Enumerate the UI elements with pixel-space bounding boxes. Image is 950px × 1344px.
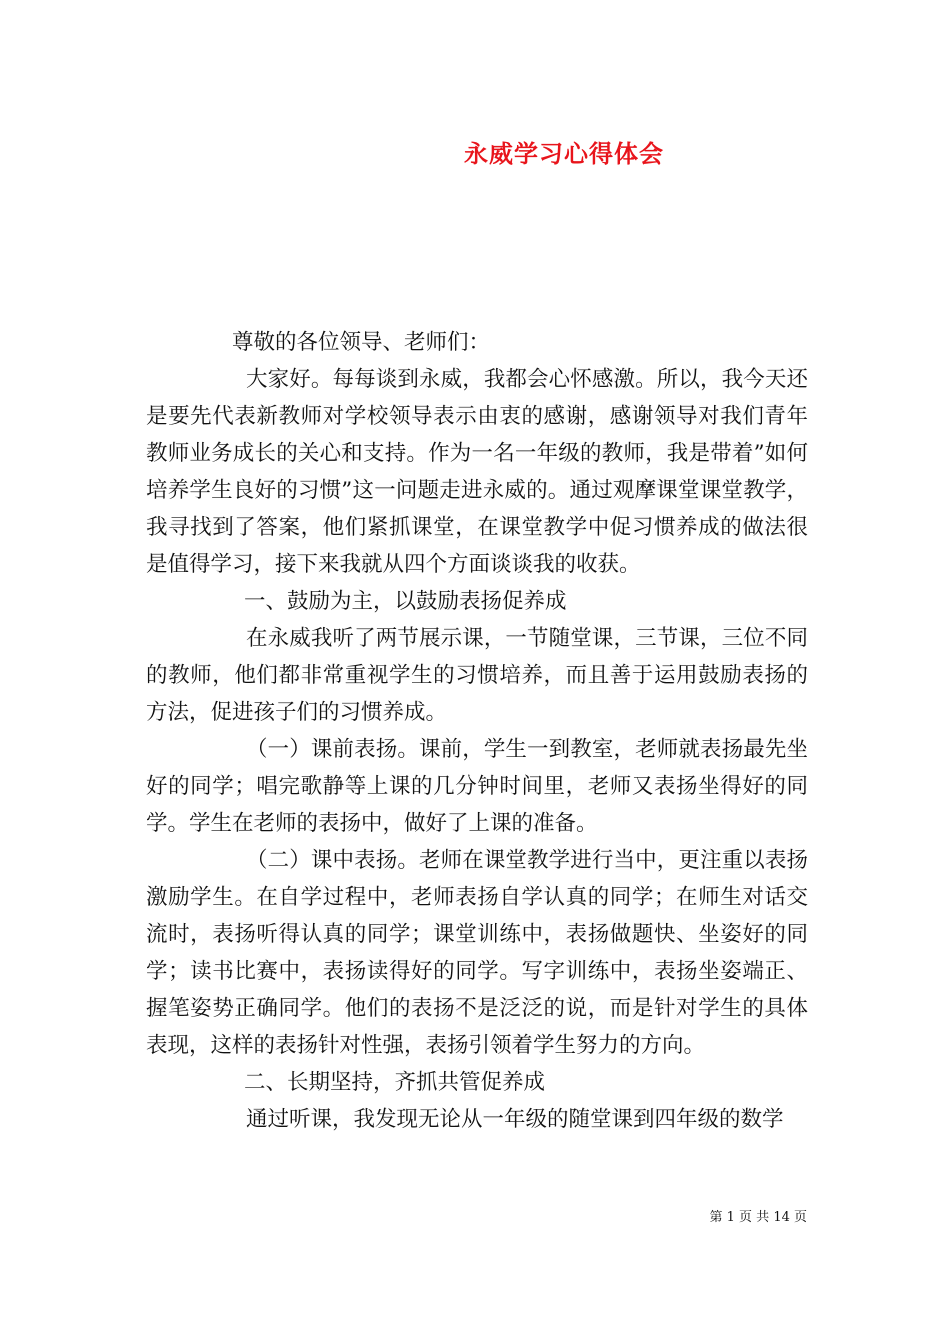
document-title: 永威学习心得体会 — [464, 139, 664, 168]
document-body — [146, 324, 808, 1138]
section-heading-2: 二、长期坚持，齐抓共管促养成 — [244, 1070, 546, 1095]
paragraph-pre-class-praise: （一）课前表扬。课前，学生一到教室，老师就表扬最先坐好的同学；唱完歌静等上课的几分钟时间里，老师又表扬坐得好的同学。学生在老师的表扬中，做好了上课的准备。 — [146, 737, 808, 836]
paragraph-section-1: 在永威我听了两节展示课，一节随堂课，三节课，三位不同的教师，他们都非常重视学生的习惯培养，而且善于运用鼓励表扬的方法，促进孩子们的习惯养成。 — [146, 626, 808, 725]
paragraph-section-2: 通过听课，我发现无论从一年级的随堂课到四年级的数学 — [246, 1107, 784, 1132]
greeting-line: 尊敬的各位领导、老师们： — [232, 330, 491, 355]
page-number-footer: 第 1 页 共 14 页 — [709, 1210, 807, 1225]
paragraph-in-class-praise: （二）课中表扬。老师在课堂教学进行当中，更注重以表扬激励学生。在自学过程中，老师表扬自学认真的同学；在师生对话交流时，表扬听得认真的同学；课堂训练中，表扬做题快、坐姿好的同学；读书比赛中，表扬读得好的同学。写字训练中，表扬坐姿端正、握笔姿势正确同学。他们的表扬不是泛泛的说，而是针对学生的具体表现，这样的表扬针对性强，表扬引领着学生努力的方向。 — [146, 848, 808, 1058]
paragraph-intro: 大家好。每每谈到永威，我都会心怀感激。所以，我今天还是要先代表新教师对学校领导表示由衷的感谢，感谢领导对我们青年教师业务成长的关心和支持。作为一名一年级的教师，我是带着”如何培养学生良好的习惯”这一问题走进永威的。通过观摩课堂课堂教学，我寻找到了答案，他们紧抓课堂，在课堂教学中促习惯养成的做法很是值得学习，接下来我就从四个方面谈谈我的收获。 — [146, 367, 808, 577]
section-heading-1: 一、鼓励为主，以鼓励表扬促养成 — [244, 589, 567, 614]
